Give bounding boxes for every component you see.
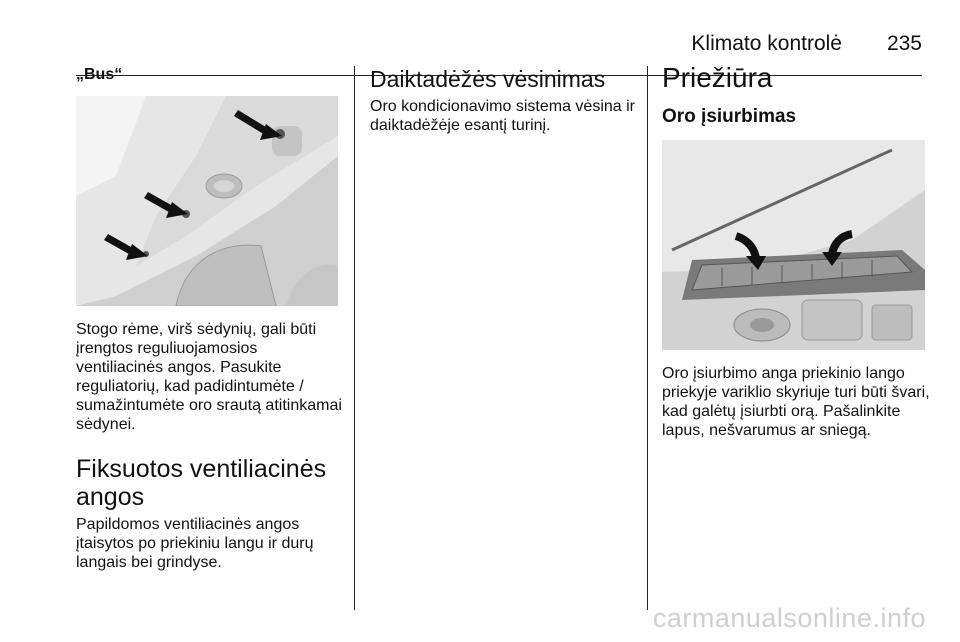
- column-divider: [354, 66, 355, 610]
- text-line: daiktadėžėje esantį turinį.: [370, 117, 551, 134]
- column-right-text: [662, 364, 930, 440]
- fixed-vents-paragraph: [76, 515, 348, 572]
- text-line: priekyje variklio skyriuje turi būti švari,: [662, 384, 930, 401]
- fixed-vents-heading: [76, 456, 348, 511]
- bus-label: „Bus“: [76, 66, 123, 83]
- text-line: įrengtos reguliuojamosios: [76, 340, 258, 357]
- text-line: kad galėtų įsiurbti orą. Pašalinkite: [662, 403, 901, 420]
- page-number: 235: [886, 32, 922, 55]
- watermark: carmanualsonline.info: [652, 603, 926, 633]
- column-divider: [647, 66, 648, 610]
- text-line: langais bei grindyse.: [76, 554, 222, 571]
- text-line: lapus, nešvarumus ar sniegą.: [662, 422, 871, 439]
- column-right: [662, 62, 930, 128]
- air-intake-paragraph: [662, 364, 930, 440]
- column-left-text: [76, 320, 348, 572]
- heading-line: Fiksuotos ventiliacinės: [76, 455, 327, 483]
- text-line: ventiliacinės angos. Pasukite: [76, 359, 282, 376]
- page-header: [0, 26, 960, 56]
- air-intake-svg: [662, 140, 925, 350]
- roof-vents-illustration: [76, 96, 338, 306]
- text-line: reguliatorių, kad padidintumėte /: [76, 378, 304, 395]
- air-intake-heading: Oro įsiurbimas: [662, 106, 797, 127]
- heading-line: angos: [76, 482, 145, 511]
- glovebox-cooling-heading: Daiktadėžės vėsinimas: [370, 66, 606, 92]
- chapter-title: Klimato kontrolė: [691, 32, 842, 55]
- air-intake-illustration: [662, 140, 925, 350]
- text-line: Stogo rėme, virš sėdynių, gali būti: [76, 321, 317, 338]
- text-line: sėdynei.: [76, 416, 136, 433]
- text-line: Oro įsiurbimo anga priekinio lango: [662, 365, 905, 382]
- roof-vents-paragraph: [76, 320, 348, 434]
- text-line: Papildomos ventiliacinės angos: [76, 516, 300, 533]
- column-left: [76, 66, 348, 84]
- glovebox-cooling-paragraph: [370, 97, 642, 135]
- roof-vents-svg: [76, 96, 338, 306]
- text-line: Oro kondicionavimo sistema vėsina ir: [370, 98, 635, 115]
- text-line: sumažintumėte oro srautą atitinkamai: [76, 397, 342, 414]
- text-line: įtaisytos po priekiniu langu ir durų: [76, 535, 314, 552]
- maintenance-heading: Priežiūra: [662, 62, 773, 93]
- column-middle: [370, 66, 642, 135]
